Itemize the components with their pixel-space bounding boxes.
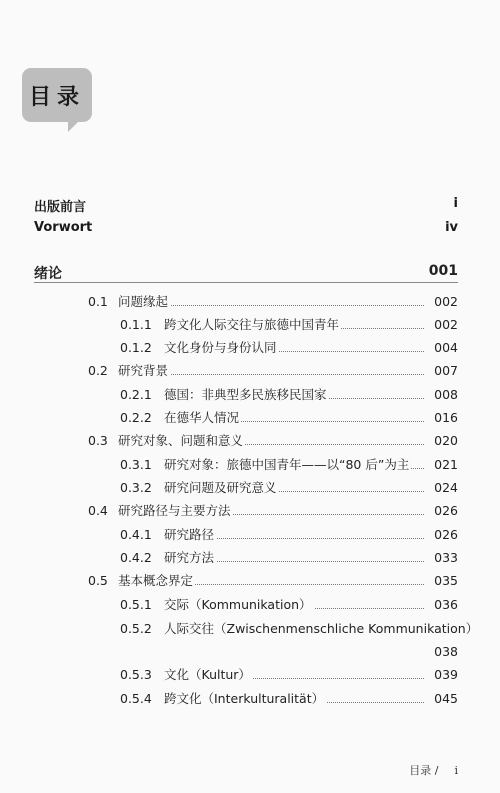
entry-number: 0.5.3	[120, 667, 152, 682]
toc-entry[interactable]	[120, 620, 479, 659]
entry-title: 研究路径	[164, 527, 215, 542]
entry-title: 文化（Kultur）	[164, 667, 251, 682]
front-matter-title: Vorwort	[34, 220, 93, 235]
toc-entry[interactable]	[120, 339, 458, 357]
entry-title: 问题缘起	[118, 294, 169, 309]
entry-page: 002	[434, 294, 458, 309]
entry-title: 在德华人情况	[164, 410, 240, 425]
entry-title: 研究对象：旅德中国青年——以“80 后”为主	[164, 457, 410, 472]
entry-page: 045	[434, 691, 458, 706]
toc-entry[interactable]	[120, 596, 458, 614]
footer-label: 目录 /	[409, 764, 439, 777]
entry-number: 0.4.1	[120, 527, 152, 542]
entry-number: 0.4.2	[120, 550, 152, 565]
entry-title: 人际交往（Zwischenmenschliche Kommunikation）	[164, 621, 479, 636]
entry-title: 跨文化（Interkulturalität）	[164, 691, 325, 706]
toc-entry[interactable]	[88, 293, 458, 311]
entry-number: 0.2.2	[120, 410, 152, 425]
page-title: 目录	[28, 85, 85, 110]
entry-page: 026	[434, 503, 458, 518]
toc-entry[interactable]	[120, 479, 458, 497]
entry-number: 0.2.1	[120, 387, 152, 402]
entry-page: 016	[434, 410, 458, 425]
toc-entry[interactable]	[120, 690, 458, 708]
entry-title: 跨文化人际交往与旅德中国青年	[164, 317, 340, 332]
entry-number: 0.5.2	[120, 621, 152, 636]
toc-entry[interactable]	[120, 456, 458, 474]
entry-title: 研究对象、问题和意义	[118, 433, 244, 448]
front-matter-item[interactable]	[34, 220, 458, 235]
chapter-title: 绪论	[34, 266, 62, 282]
toc-entry[interactable]	[88, 502, 458, 520]
entry-number: 0.3.1	[120, 457, 152, 472]
front-matter-item[interactable]	[34, 196, 458, 215]
entry-title: 交际（Kommunikation）	[164, 597, 312, 612]
chapter-heading[interactable]	[34, 263, 458, 283]
entry-number: 0.5	[88, 573, 108, 588]
entry-title: 文化身份与身份认同	[164, 340, 277, 355]
entry-page: 033	[434, 550, 458, 565]
chapter-page: 001	[428, 263, 458, 279]
entry-title: 研究背景	[118, 363, 169, 378]
entry-page: 039	[434, 667, 458, 682]
entry-title: 研究问题及研究意义	[164, 480, 277, 495]
entry-number: 0.5.1	[120, 597, 152, 612]
entry-page: 002	[434, 317, 458, 332]
entry-page: 036	[434, 597, 458, 612]
toc-entry[interactable]	[88, 432, 458, 450]
entry-title: 研究路径与主要方法	[118, 503, 231, 518]
entry-number: 0.3	[88, 433, 108, 448]
toc-entry[interactable]	[88, 572, 458, 590]
toc-entry[interactable]	[120, 549, 458, 567]
entry-number: 0.5.4	[120, 691, 152, 706]
entry-page: 008	[434, 387, 458, 402]
toc-entry[interactable]	[120, 386, 458, 404]
chapter-divider	[34, 282, 458, 283]
entry-page: 038	[434, 644, 458, 659]
front-matter-title: 出版前言	[34, 200, 87, 215]
entry-number: 0.1.2	[120, 340, 152, 355]
entry-number: 0.3.2	[120, 480, 152, 495]
entry-page: 020	[434, 433, 458, 448]
entry-page: 004	[434, 340, 458, 355]
entry-title: 德国：非典型多民族移民国家	[164, 387, 327, 402]
entry-number: 0.1.1	[120, 317, 152, 332]
front-matter-page: iv	[445, 220, 458, 235]
speech-bubble-tail	[68, 120, 80, 132]
entry-title: 基本概念界定	[118, 573, 194, 588]
toc-entry[interactable]	[120, 666, 458, 684]
footer-page: i	[454, 764, 458, 777]
entry-page: 024	[434, 480, 458, 495]
entry-page: 026	[434, 527, 458, 542]
entry-number: 0.1	[88, 294, 108, 309]
toc-badge	[22, 68, 92, 122]
toc-entry[interactable]	[120, 409, 458, 427]
toc-entry[interactable]	[120, 526, 458, 544]
entry-number: 0.4	[88, 503, 108, 518]
toc-entry[interactable]	[88, 362, 458, 380]
entry-title: 研究方法	[164, 550, 215, 565]
front-matter-page: i	[453, 196, 458, 211]
entry-page: 021	[434, 457, 458, 472]
toc-entry[interactable]	[120, 316, 458, 334]
entry-page: 007	[434, 363, 458, 378]
page-footer	[409, 762, 458, 778]
entry-number: 0.2	[88, 363, 108, 378]
entry-page: 035	[434, 573, 458, 588]
